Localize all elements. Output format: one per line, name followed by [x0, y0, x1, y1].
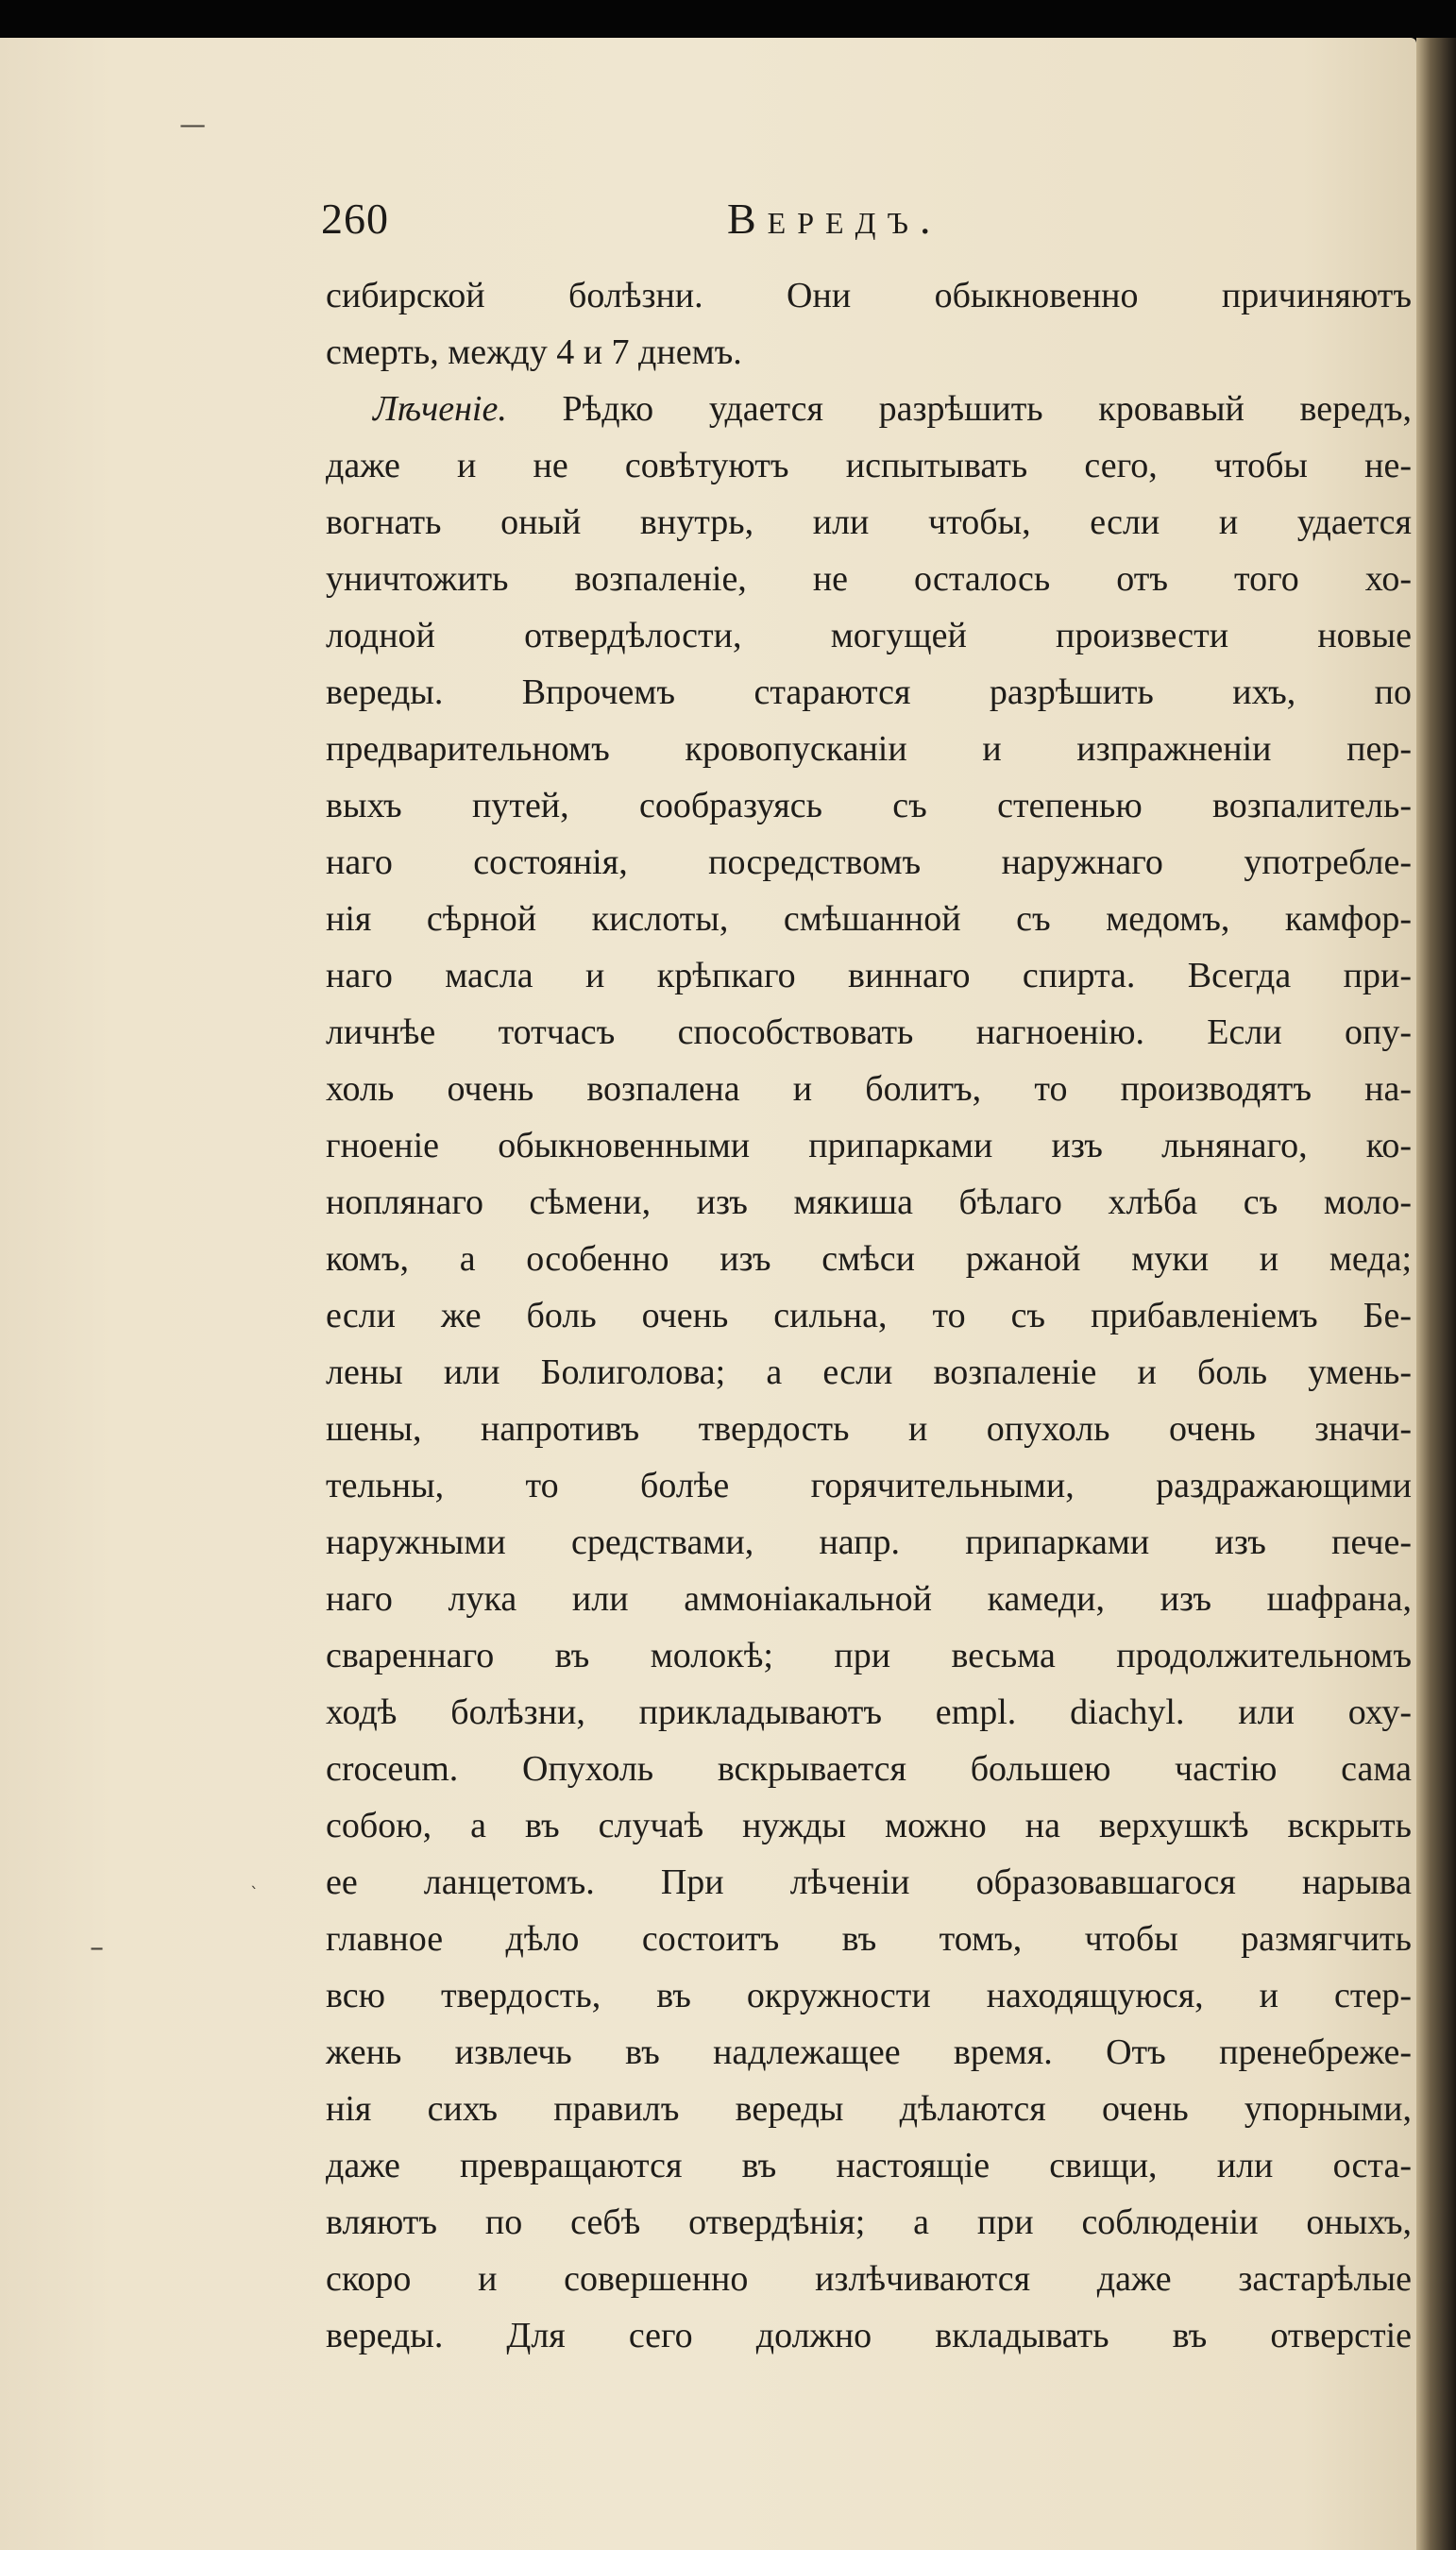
page-header	[321, 194, 1133, 260]
text-line: croceum. Опухоль вскрывается большею частію сама	[326, 1749, 1412, 1789]
text-line: ходѣ болѣзни, прикладываютъ empl. diachyl. или оху-	[326, 1692, 1412, 1732]
text-line: всю твердость, въ окружности находящуюся, и стер-	[326, 1976, 1412, 2015]
section-rubric: Лѣченіе.	[373, 389, 507, 429]
text-line: личнѣе тотчасъ способствовать нагноенію. Если опу-	[326, 1012, 1412, 1052]
text-line: холь очень возпалена и болитъ, то производятъ на-	[326, 1069, 1412, 1109]
margin-speck: ˋ	[250, 1884, 259, 1904]
text-line	[326, 381, 1412, 437]
body-text	[326, 267, 1412, 2364]
text-line: комъ, а особенно изъ смѣси ржаной муки и меда;	[326, 1239, 1412, 1279]
text-line: наго лука или аммоніакальной камеди, изъ шафрана,	[326, 1579, 1412, 1619]
text-line: гноеніе обыкновенными припарками изъ льнянаго, ко-	[326, 1126, 1412, 1165]
text-line: сибирской болѣзни. Они обыкновенно причиняютъ	[326, 276, 1412, 315]
scan-top-border	[0, 0, 1456, 38]
text-line: наго масла и крѣпкаго виннаго спирта. Всегда при-	[326, 956, 1412, 995]
text-line: собою, а въ случаѣ нужды можно на верхушкѣ вскрыть	[326, 1806, 1412, 1845]
text-line: даже превращаются въ настоящіе свищи, или оста-	[326, 2146, 1412, 2185]
text-line: смерть, между 4 и 7 днемъ.	[326, 332, 742, 372]
text-line: если же боль очень сильна, то съ прибавленіемъ Бе-	[326, 1296, 1412, 1335]
text-line-content: Рѣдко удается разрѣшить кровавый вередъ,	[562, 389, 1412, 429]
text-line: вереды. Впрочемъ стараются разрѣшить ихъ, по	[326, 672, 1412, 712]
text-line: нія сихъ правилъ вереды дѣлаются очень упорными,	[326, 2089, 1412, 2129]
text-line: ее ланцетомъ. При лѣченіи образовавшагося нарыва	[326, 1862, 1412, 1902]
text-line: вогнать оный внутрь, или чтобы, если и удается	[326, 502, 1412, 542]
page-number: 260	[321, 195, 389, 243]
text-line: ноплянаго сѣмени, изъ мякиша бѣлаго хлѣба съ моло-	[326, 1182, 1412, 1222]
text-line: шены, напротивъ твердость и опухоль очень значи-	[326, 1409, 1412, 1449]
text-line: предварительномъ кровопусканіи и изпражненіи пер-	[326, 729, 1412, 769]
text-line: вляютъ по себѣ отвердѣнія; а при соблюденіи оныхъ,	[326, 2202, 1412, 2242]
text-line: выхъ путей, сообразуясь съ степенью возпалитель-	[326, 786, 1412, 825]
running-head: Вередъ.	[727, 195, 942, 243]
text-line: главное дѣло состоитъ въ томъ, чтобы размягчить	[326, 1919, 1412, 1959]
text-line: вереды. Для сего должно вкладывать въ отверстіе	[326, 2316, 1412, 2355]
text-line: лодной отвердѣлости, могущей произвести новые	[326, 616, 1412, 655]
text-line: лены или Болиголова; а если возпаленіе и боль умень-	[326, 1352, 1412, 1392]
margin-speck: —	[179, 109, 206, 140]
text-line: наружными средствами, напр. припарками изъ пече-	[326, 1522, 1412, 1562]
page-edge-shadow	[1416, 38, 1456, 2550]
text-line: жень извлечь въ надлежащее время. Отъ пренебреже-	[326, 2032, 1412, 2072]
text-line: тельны, то болѣе горячительными, раздражающими	[326, 1466, 1412, 1505]
text-line: уничтожить возпаленіе, не осталось отъ того хо-	[326, 559, 1412, 599]
text-line: нія сѣрной кислоты, смѣшанной съ медомъ, камфор-	[326, 899, 1412, 939]
text-line: скоро и совершенно излѣчиваются даже застарѣлые	[326, 2259, 1412, 2299]
text-line: даже и не совѣтуютъ испытывать сего, чтобы не-	[326, 446, 1412, 485]
margin-speck: –	[90, 1931, 104, 1964]
text-line: свареннаго въ молокѣ; при весьма продолжительномъ	[326, 1636, 1412, 1675]
text-line: наго состоянія, посредствомъ наружнаго употребле-	[326, 842, 1412, 882]
